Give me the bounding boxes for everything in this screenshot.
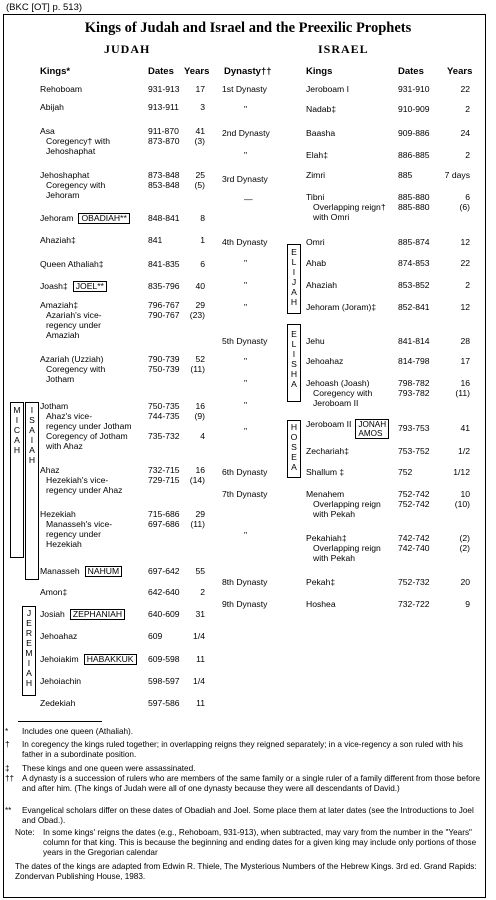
israel-king-years: 10 — [460, 489, 470, 499]
israel-years-header: Years — [447, 66, 473, 77]
israel-king-dates: 841-814 — [398, 336, 430, 346]
israel-king-name: Nadab‡ — [306, 104, 337, 114]
judah-king-name: Coregency† with — [46, 136, 111, 146]
judah-king-years: (3) — [194, 136, 205, 146]
judah-king-name: Zedekiah — [40, 698, 76, 708]
israel-king-name: Pekah‡ — [306, 577, 336, 587]
judah-king-name: Hezekiah — [46, 539, 82, 549]
israel-king-years: (10) — [454, 499, 470, 509]
dynasty-label: 1st Dynasty — [222, 84, 267, 94]
dynasty-label: 5th Dynasty — [222, 336, 268, 346]
judah-king-years: 25 — [195, 170, 205, 180]
judah-kings-header: Kings* — [40, 66, 71, 77]
judah-king-dates: 697-686 — [148, 519, 180, 529]
israel-king-name: Pekahiah‡ — [306, 533, 347, 543]
dynasty-label: 3rd Dynasty — [222, 174, 268, 184]
judah-king-dates: 697-642 — [148, 566, 180, 576]
footnote-mark: †† — [5, 774, 15, 783]
judah-king-name: Jehoram — [46, 190, 80, 200]
israel-king-dates: 798-782 — [398, 378, 430, 388]
israel-king-years: 2 — [465, 280, 470, 290]
judah-king-years: 11 — [196, 654, 205, 664]
prophet-box: ZEPHANIAH — [70, 609, 125, 620]
israel-king-name: Ahab — [306, 258, 327, 268]
judah-king-name: Jehoiakim HABAKKUK — [40, 654, 137, 665]
israel-king-name: Omri — [306, 237, 325, 247]
judah-king-dates: 642-640 — [148, 587, 180, 597]
footnote-text: These kings and one queen were assassinated. — [22, 764, 196, 773]
judah-king-dates: 853-848 — [148, 180, 180, 190]
judah-dates-header: Dates — [148, 66, 174, 77]
judah-king-dates: 744-735 — [148, 411, 180, 421]
israel-king-years: 41 — [460, 423, 470, 433]
judah-king-name: Coregency with — [46, 364, 106, 374]
dynasty-label: " — [244, 150, 248, 160]
judah-king-dates: 598-597 — [148, 676, 180, 686]
judah-king-dates: 609-598 — [148, 654, 180, 664]
judah-king-dates: 597-586 — [148, 698, 180, 708]
prophet-box: NAHUM — [85, 566, 123, 577]
dynasty-label: " — [244, 378, 248, 388]
judah-king-name: Jehoram OBADIAH** — [40, 213, 130, 224]
israel-king-dates: 814-798 — [398, 356, 430, 366]
judah-king-years: 1 — [200, 235, 205, 245]
judah-king-dates: 873-848 — [148, 170, 180, 180]
dynasty-label: " — [244, 530, 248, 540]
judah-king-name: Ahaz's vice- — [46, 411, 93, 421]
footnote-text: In coregency the kings ruled together; in overlapping reigns they reigned separately; in a vice-regency a son ruled with his father in a subordinate position. — [22, 740, 464, 759]
dynasty-label: 7th Dynasty — [222, 489, 268, 499]
judah-king-dates: 750-735 — [148, 401, 180, 411]
israel-king-name: with Omri — [313, 212, 350, 222]
israel-king-dates: 752 — [398, 467, 413, 477]
israel-king-name: Jeroboam I — [306, 84, 349, 94]
dynasty-header: Dynasty†† — [224, 66, 272, 77]
judah-king-dates: 715-686 — [148, 509, 180, 519]
footnote-mark: ‡ — [5, 764, 10, 773]
judah-king-dates: 609 — [148, 631, 163, 641]
judah-king-name: Hezekiah's vice- — [46, 475, 109, 485]
judah-king-years: 1/4 — [193, 676, 205, 686]
israel-king-years: 1/2 — [458, 446, 470, 456]
prophet-box: JONAH AMOS — [355, 419, 389, 439]
israel-king-years: (2) — [459, 533, 470, 543]
israel-heading: ISRAEL — [318, 42, 369, 56]
judah-king-name: regency under — [46, 529, 101, 539]
judah-king-dates: 640-609 — [148, 609, 180, 619]
israel-king-name: Jehoahaz — [306, 356, 344, 366]
israel-king-name: Overlapping reign — [313, 543, 381, 553]
dynasty-label: " — [244, 258, 248, 268]
dynasty-label: 8th Dynasty — [222, 577, 268, 587]
judah-king-years: 55 — [195, 566, 205, 576]
judah-king-dates: 750-739 — [148, 364, 180, 374]
judah-king-dates: 848-841 — [148, 213, 180, 223]
dynasty-label: " — [244, 356, 248, 366]
judah-king-name: Amaziah — [46, 330, 80, 340]
prophet-box: OBADIAH** — [78, 213, 129, 224]
footnote-mark: ** — [5, 806, 12, 815]
israel-king-name: Baasha — [306, 128, 336, 138]
israel-king-name: Overlapping reign† — [313, 202, 386, 212]
israel-king-years: 22 — [460, 258, 470, 268]
judah-king-name: Josiah ZEPHANIAH — [40, 609, 125, 620]
israel-king-years: 28 — [460, 336, 470, 346]
judah-king-dates: 913-911 — [148, 102, 179, 112]
judah-king-years: (11) — [190, 519, 205, 529]
prophet-elijah: E L I J A H — [287, 244, 301, 314]
judah-king-name: Ahaziah‡ — [40, 235, 76, 245]
judah-king-name: Coregency of Jotham — [46, 431, 128, 441]
judah-king-name: Jehoshaphat — [40, 170, 90, 180]
judah-king-name: Asa — [40, 126, 55, 136]
israel-king-dates: 885-880 — [398, 192, 430, 202]
judah-king-years: 41 — [195, 126, 205, 136]
judah-king-name: Jotham — [40, 401, 69, 411]
israel-king-name: Jeroboam II JONAH AMOS — [306, 419, 389, 439]
footnote-mark: * — [5, 727, 9, 736]
judah-king-years: 29 — [195, 300, 205, 310]
judah-king-name: Azariah (Uzziah) — [40, 354, 104, 364]
judah-king-years: 8 — [200, 213, 205, 223]
israel-king-years: 20 — [460, 577, 470, 587]
israel-king-dates: 885 — [398, 170, 413, 180]
israel-king-years: 17 — [460, 356, 470, 366]
judah-king-years: 4 — [200, 431, 205, 441]
judah-king-years: (5) — [194, 180, 205, 190]
dynasty-label: " — [244, 302, 248, 312]
judah-king-name: Hezekiah — [40, 509, 76, 519]
judah-king-years: 52 — [195, 354, 205, 364]
dynasty-label: 6th Dynasty — [222, 467, 268, 477]
israel-king-name: with Pekah — [313, 553, 356, 563]
israel-king-dates: 886-885 — [398, 150, 430, 160]
dynasty-label: " — [244, 104, 248, 114]
dynasty-label: 4th Dynasty — [222, 237, 268, 247]
judah-king-name: regency under Ahaz — [46, 485, 123, 495]
prophet-hosea: H O S E A — [287, 420, 301, 478]
israel-kings-header: Kings — [306, 66, 333, 77]
israel-king-name: Menahem — [306, 489, 345, 499]
judah-king-years: (23) — [189, 310, 205, 320]
israel-king-name: Zechariah‡ — [306, 446, 349, 456]
israel-king-dates: 742-742 — [398, 533, 430, 543]
dynasty-label: " — [244, 426, 248, 436]
judah-king-name: Ahaz — [40, 465, 60, 475]
prophet-isaiah: I S A I A H — [25, 402, 39, 580]
prophet-elisha: E L I S H A — [287, 324, 301, 402]
dynasty-label: " — [244, 280, 248, 290]
footnote-mark: † — [5, 740, 10, 749]
page-reference: (BKC [OT] p. 513) — [6, 2, 83, 13]
israel-king-years: (6) — [459, 202, 470, 212]
israel-king-name: Zimri — [306, 170, 326, 180]
israel-king-name: Coregency with — [313, 388, 373, 398]
israel-king-name: Jehu — [306, 336, 325, 346]
israel-king-name: Elah‡ — [306, 150, 328, 160]
judah-king-years: 16 — [195, 401, 205, 411]
israel-king-name: Ahaziah — [306, 280, 338, 290]
israel-king-dates: 931-910 — [398, 84, 430, 94]
judah-king-name: Jehoshaphat — [46, 146, 96, 156]
israel-king-name: Tibni — [306, 192, 325, 202]
israel-king-dates: 885-880 — [398, 202, 430, 212]
judah-king-name: Amaziah‡ — [40, 300, 79, 310]
judah-king-name: Azariah's vice- — [46, 310, 102, 320]
footnote-text: A dynasty is a succession of rulers who are members of the same family or a single ruler of a family different from those before and after him. (The kings of Judah were all of one dynasty because they were all descendants of David.) — [22, 774, 481, 793]
israel-king-years: 2 — [465, 104, 470, 114]
judah-king-dates: 835-796 — [148, 281, 180, 291]
judah-king-years: (14) — [189, 475, 205, 485]
israel-king-name: Jehoram (Joram)‡ — [306, 302, 377, 312]
judah-king-dates: 729-715 — [148, 475, 180, 485]
israel-king-years: 12 — [460, 237, 470, 247]
judah-king-dates: 732-715 — [148, 465, 180, 475]
dynasty-label: 2nd Dynasty — [222, 128, 270, 138]
judah-king-years: 29 — [195, 509, 205, 519]
judah-king-years: 40 — [195, 281, 205, 291]
judah-king-name: Abijah — [40, 102, 64, 112]
judah-heading: JUDAH — [104, 42, 151, 56]
prophet-micah: M I C A H — [10, 402, 24, 558]
judah-king-dates: 790-767 — [148, 310, 180, 320]
judah-king-years: 31 — [195, 609, 205, 619]
judah-king-dates: 735-732 — [148, 431, 180, 441]
prophet-box: HABAKKUK — [84, 654, 137, 665]
judah-king-dates: 841 — [148, 235, 163, 245]
israel-king-dates: 853-852 — [398, 280, 430, 290]
judah-king-years: 3 — [200, 102, 205, 112]
judah-king-years: 2 — [200, 587, 205, 597]
israel-king-dates: 885-874 — [398, 237, 430, 247]
israel-king-years: 22 — [460, 84, 470, 94]
page-title: Kings of Judah and Israel and the Preexilic Prophets — [84, 20, 412, 36]
judah-king-dates: 790-739 — [148, 354, 180, 364]
judah-king-name: Manasseh NAHUM — [40, 566, 122, 577]
israel-king-name: with Pekah — [313, 509, 356, 519]
israel-king-years: 7 days — [444, 170, 470, 180]
israel-king-dates: 752-732 — [398, 577, 430, 587]
judah-king-name: regency under Jotham — [46, 421, 132, 431]
israel-king-dates: 793-782 — [398, 388, 430, 398]
judah-king-name: Jehoahaz — [40, 631, 78, 641]
judah-king-name: Jotham — [46, 374, 75, 384]
israel-king-years: 2 — [465, 150, 470, 160]
israel-king-years: 1/12 — [453, 467, 470, 477]
judah-king-years: (11) — [190, 364, 205, 374]
israel-king-years: 16 — [460, 378, 470, 388]
judah-king-years: 17 — [195, 84, 205, 94]
footnote-text: In some kings' reigns the dates (e.g., Rehoboam, 931-913), when subtracted, may vary from the number in the "Years" column for that king. This is because the beginning and ending dates for a given king may include only portions of those years in the Gregorian calendar — [43, 828, 477, 857]
israel-king-years: 9 — [465, 599, 470, 609]
judah-king-dates: 841-835 — [148, 259, 180, 269]
israel-king-dates: 874-853 — [398, 258, 430, 268]
israel-king-years: (11) — [455, 388, 470, 398]
judah-king-name: Coregency with — [46, 180, 106, 190]
israel-king-name: Overlapping reign — [313, 499, 381, 509]
israel-king-dates: 753-752 — [398, 446, 430, 456]
prophet-jeremiah: J E R E M I A H — [22, 606, 36, 696]
judah-king-years: 6 — [200, 259, 205, 269]
israel-king-name: Jeroboam II — [313, 398, 359, 408]
israel-king-years: 12 — [460, 302, 470, 312]
judah-king-name: Rehoboam — [40, 84, 83, 94]
prophet-box: JOEL** — [73, 281, 107, 292]
israel-king-name: Shallum ‡ — [306, 467, 345, 477]
israel-king-dates: 793-753 — [398, 423, 430, 433]
judah-king-name: Amon‡ — [40, 587, 68, 597]
judah-king-name: Joash‡ JOEL** — [40, 281, 107, 292]
judah-king-name: Manasseh's vice- — [46, 519, 113, 529]
judah-years-header: Years — [184, 66, 210, 77]
israel-dates-header: Dates — [398, 66, 424, 77]
israel-king-dates: 752-742 — [398, 489, 430, 499]
israel-king-dates: 732-722 — [398, 599, 430, 609]
judah-king-years: (9) — [194, 411, 205, 421]
dynasty-label: — — [244, 194, 253, 204]
dynasty-label: 9th Dynasty — [222, 599, 268, 609]
israel-king-dates: 909-886 — [398, 128, 430, 138]
footnote-text: The dates of the kings are adapted from Edwin R. Thiele, The Mysterious Numbers of the Hebrew Kings. 3rd ed. Grand Rapids: Zondervan Publishing House, 1983. — [15, 862, 477, 881]
israel-king-dates: 852-841 — [398, 302, 430, 312]
footnote-mark: Note: — [15, 828, 35, 837]
israel-king-years: 6 — [465, 192, 470, 202]
israel-king-name: Hoshea — [306, 599, 336, 609]
judah-king-years: 16 — [195, 465, 205, 475]
dynasty-label: " — [244, 400, 248, 410]
judah-king-dates: 931-913 — [148, 84, 180, 94]
judah-king-years: 11 — [196, 698, 205, 708]
judah-king-dates: 796-767 — [148, 300, 180, 310]
judah-king-name: Jehoiachin — [40, 676, 82, 686]
judah-king-years: 1/4 — [193, 631, 205, 641]
footnote-rule — [18, 721, 102, 722]
israel-king-years: 24 — [460, 128, 470, 138]
judah-king-name: Queen Athaliah‡ — [40, 259, 104, 269]
judah-king-name: regency under — [46, 320, 101, 330]
footnote-text: Evangelical scholars differ on these dates of Obadiah and Joel. Some place them at later dates (see the Introductions to Joel and Obad.). — [22, 806, 474, 825]
judah-king-name: with Ahaz — [46, 441, 83, 451]
israel-king-name: Jehoash (Joash) — [306, 378, 370, 388]
judah-king-dates: 911-870 — [148, 126, 179, 136]
footnote-text: Includes one queen (Athaliah). — [22, 727, 134, 736]
israel-king-dates: 742-740 — [398, 543, 430, 553]
israel-king-years: (2) — [459, 543, 470, 553]
israel-king-dates: 752-742 — [398, 499, 430, 509]
judah-king-dates: 873-870 — [148, 136, 180, 146]
israel-king-dates: 910-909 — [398, 104, 430, 114]
